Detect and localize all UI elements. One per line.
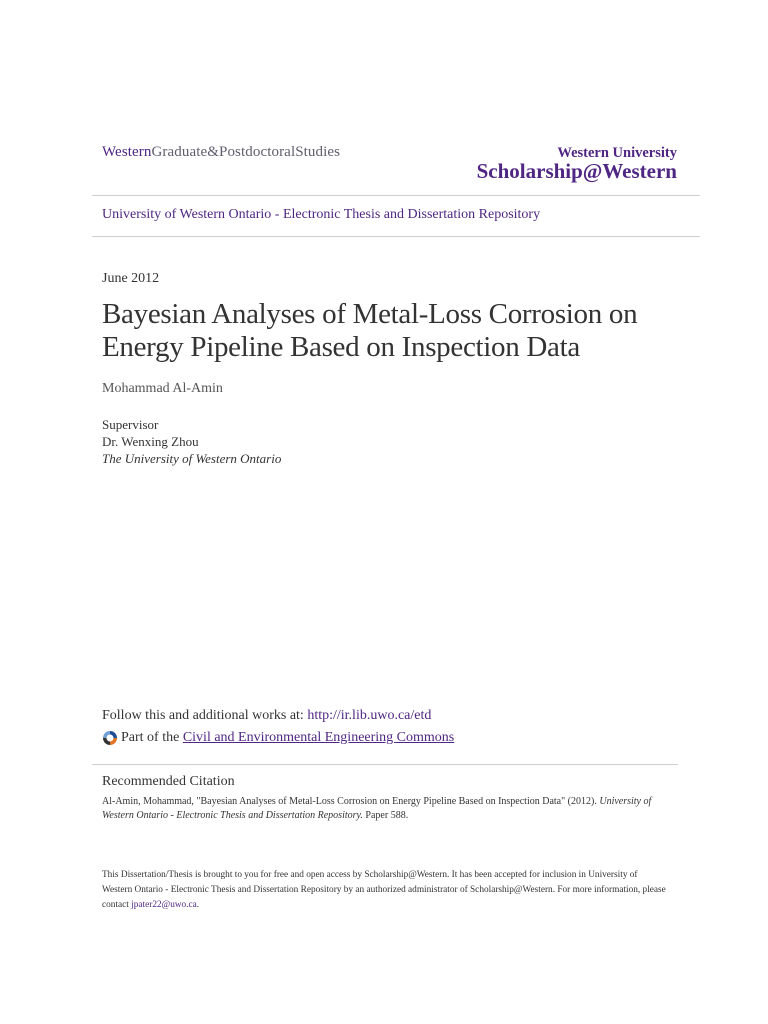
footer-end: . xyxy=(196,900,200,910)
repository-divider xyxy=(92,236,700,237)
supervisor-label: Supervisor xyxy=(102,417,159,432)
thesis-title: Bayesian Analyses of Metal-Loss Corrosion on Energy Pipeline Based on Inspection Data xyxy=(102,298,638,363)
bepress-network-icon xyxy=(102,730,118,746)
follow-text: Follow this and additional works at: xyxy=(102,708,304,723)
repository-link[interactable]: University of Western Ontario - Electronic Thesis and Dissertation Repository xyxy=(102,207,541,222)
scholarship-western-logo[interactable]: Scholarship@Western xyxy=(476,159,677,183)
supervisor-block xyxy=(102,416,281,467)
citation-heading: Recommended Citation xyxy=(102,774,235,789)
header-divider xyxy=(92,195,700,196)
part-of-line xyxy=(102,730,454,746)
citation-main: Al-Amin, Mohammad, "Bayesian Analyses of Metal-Loss Corrosion on Energy Pipeline Based on Inspection Data" (2012). xyxy=(102,796,597,807)
western-university-label: Western University xyxy=(557,145,677,161)
supervisor-name: Dr. Wenxing Zhou xyxy=(102,434,199,449)
follow-line xyxy=(102,708,431,724)
supervisor-institution: The University of Western Ontario xyxy=(102,451,282,466)
footer-notice xyxy=(102,868,668,913)
grad-logo-text: Graduate&PostdoctoralStudies xyxy=(151,144,341,160)
contact-email-link[interactable]: jpater22@uwo.ca xyxy=(131,900,197,910)
graduate-studies-logo xyxy=(102,144,340,161)
etd-url-link[interactable]: http://ir.lib.uwo.ca/etd xyxy=(307,708,432,723)
citation-paper: Paper 588. xyxy=(365,810,409,821)
footer-text: This Dissertation/Thesis is brought to you for free and open access by Scholarship@Western. It has been accepted for inclusion in University of Western Ontario - Electronic Thesis and Dissertation Repository by an authorized administrator of Scholarship@Western. For more information, please contact xyxy=(102,870,666,910)
citation-text xyxy=(102,795,668,823)
author-name: Mohammad Al-Amin xyxy=(102,381,223,396)
citation-divider xyxy=(92,764,678,765)
commons-link[interactable]: Civil and Environmental Engineering Commons xyxy=(182,730,455,745)
publication-date: June 2012 xyxy=(102,271,160,286)
citation-repository: University of Western Ontario - Electronic Thesis and Dissertation Repository. xyxy=(102,796,652,821)
grad-logo-western: Western xyxy=(102,144,152,160)
part-of-text: Part of the xyxy=(121,730,180,745)
